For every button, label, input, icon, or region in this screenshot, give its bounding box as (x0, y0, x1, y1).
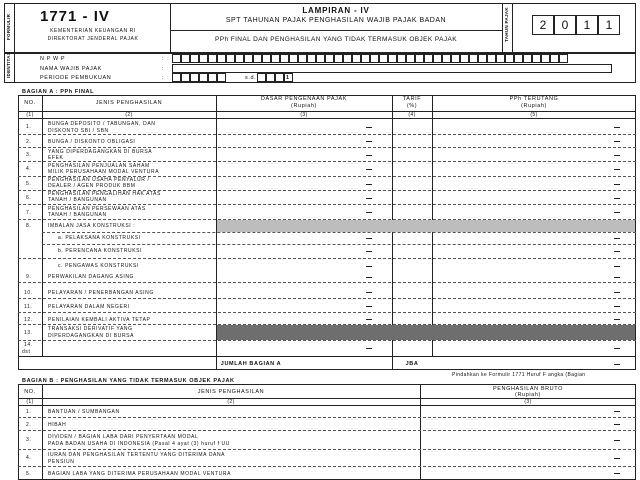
row-label: BUNGA DEPOSITO / TABUNGAN, DAN (48, 121, 156, 127)
amount-dash[interactable] (614, 319, 620, 320)
amount-dash[interactable] (366, 169, 372, 170)
row-label: BAGIAN LABA YANG DITERIMA PERUSAHAAN MODAL VENTURA (48, 471, 232, 477)
col-number: (1) (26, 112, 34, 118)
col-bruto-unit: (Rupiah) (515, 392, 541, 398)
jba-label: JBA (405, 361, 419, 367)
row-label: IURAN DAN PENGHASILAN TERTENTU YANG DITERIMA DANA (48, 452, 226, 458)
period-label: PERIODE PEMBUKUAN (40, 75, 112, 81)
row-label: c. PENGAWAS KONSTRUKSI (58, 263, 139, 269)
row-label: PENGHASILAN PERSEWAAN ATAS (48, 206, 146, 212)
col-number: (1) (26, 399, 34, 405)
amount-dash[interactable] (366, 127, 372, 128)
row-label: PENGHASILAN USAHA PENYALUR / (48, 177, 150, 183)
row-number: 6. (26, 195, 32, 201)
row-label: PENGHASILAN PENJUALAN SAHAM (48, 163, 150, 169)
side-label-tahun: TAHUN PAJAK (504, 7, 509, 42)
row-label: b. PERENCANA KONSTRUKSI (58, 248, 143, 254)
form-code: 1771 - IV (40, 8, 110, 25)
row-number: 9. (26, 274, 32, 280)
row-label: BUNGA / DISKONTO OBLIGASI (48, 139, 136, 145)
col-pph-header: PPh TERUTANG (509, 96, 559, 102)
row-label: PADA BADAN USAHA DI INDONESIA (Pasal 4 ayat (3) huruf f UU (48, 441, 230, 447)
col-tarif-unit: (%) (406, 103, 418, 109)
col-number: (3) (300, 112, 308, 118)
col-no-header: NO. (24, 100, 36, 106)
row-label: DEALER / AGEN PRODUK BBM (48, 183, 136, 189)
row-label: TRANSAKSI DERIVATIF YANG (48, 326, 133, 332)
amount-dash[interactable] (366, 319, 372, 320)
row-number: 5. (26, 471, 32, 477)
row-label: IMBALAN JASA KONSTRUKSI : (48, 223, 136, 229)
lampiran-title: LAMPIRAN - IV (302, 6, 370, 15)
name-label: NAMA WAJIB PAJAK (40, 66, 102, 72)
col-dasar-unit: (Rupiah) (291, 103, 317, 109)
amount-dash[interactable] (614, 155, 620, 156)
amount-dash[interactable] (614, 473, 620, 474)
row-number: 8. (26, 223, 32, 229)
col-number: (2) (227, 399, 235, 405)
row-number: 13. (24, 330, 33, 336)
amount-dash[interactable] (614, 411, 620, 412)
amount-dash[interactable] (614, 306, 620, 307)
npwp-label: N P W P (40, 56, 66, 62)
part-a-footnote: Pindahkan ke Formulir 1771 Huruf F angka (Bagian (452, 372, 586, 378)
total-dash[interactable] (614, 364, 620, 365)
name-separator: : (162, 66, 165, 72)
col-number: (2) (125, 112, 133, 118)
row-number: 2. (26, 139, 32, 145)
col-number: (3) (524, 399, 532, 405)
tax-year-digit[interactable]: 1 (583, 18, 591, 32)
row-label: DIVIDEN / BAGIAN LABA DARI PENYERTAAN MODAL (48, 434, 199, 440)
col-bruto-header: PENGHASILAN BRUTO (492, 386, 563, 392)
amount-dash[interactable] (614, 348, 620, 349)
row-label: DISKONTO SBI / SBN (48, 128, 109, 134)
row-number: 3. (26, 152, 32, 158)
amount-dash[interactable] (366, 348, 372, 349)
amount-dash[interactable] (366, 155, 372, 156)
row-label: MILIK PERUSAHAAN MODAL VENTURA (48, 169, 160, 175)
shaded-cell (217, 220, 635, 232)
amount-dash[interactable] (366, 141, 372, 142)
col-no-header: NO. (24, 389, 36, 395)
col-number: (4) (408, 112, 416, 118)
tax-year-boxes (532, 15, 620, 35)
amount-dash[interactable] (614, 238, 620, 239)
amount-dash[interactable] (614, 184, 620, 185)
amount-dash[interactable] (614, 424, 620, 425)
amount-dash[interactable] (366, 251, 372, 252)
period-field[interactable] (172, 73, 302, 82)
taxpayer-name-field[interactable] (172, 64, 612, 73)
amount-dash[interactable] (614, 458, 620, 459)
ministry-line-1: KEMENTERIAN KEUANGAN RI (50, 28, 136, 34)
row-label: PELAYARAN DALAM NEGERI (48, 304, 130, 310)
part-a-title: BAGIAN A : PPh FINAL (22, 89, 95, 95)
period-value: 1 (286, 75, 290, 81)
col-pph-unit: (Rupiah) (521, 103, 547, 109)
amount-dash[interactable] (614, 141, 620, 142)
amount-dash[interactable] (614, 169, 620, 170)
amount-dash[interactable] (366, 184, 372, 185)
ministry-line-2: DIREKTORAT JENDERAL PAJAK (47, 36, 139, 42)
row-number: 11. (24, 304, 33, 310)
amount-dash[interactable] (614, 440, 620, 441)
tax-year-digit[interactable]: 2 (539, 18, 547, 32)
row-number: 7. (26, 210, 32, 216)
row-label: PENSIUN (48, 459, 75, 465)
period-sd-label: s.d. (245, 75, 257, 81)
amount-dash[interactable] (366, 306, 372, 307)
amount-dash[interactable] (614, 292, 620, 293)
row-label: PENILAIAN KEMBALI AKTIVA TETAP (48, 317, 151, 323)
tax-year-digit[interactable]: 0 (561, 18, 569, 32)
col-tarif-header: TARIF (402, 96, 422, 102)
row-number: 1. (26, 124, 32, 130)
npwp-separator: : (162, 56, 165, 62)
side-label-formulir: FORMULIR (6, 13, 11, 40)
row-label: a. PELAKSANA KONSTRUKSI (58, 235, 141, 241)
amount-dash[interactable] (614, 127, 620, 128)
amount-dash[interactable] (366, 277, 372, 278)
amount-dash[interactable] (366, 292, 372, 293)
row-number: 10. (24, 290, 33, 296)
period-separator: : (162, 75, 165, 81)
shaded-cell (217, 325, 635, 340)
col-jenis-header: JENIS PENGHASILAN (197, 389, 265, 395)
row-label: TANAH / BANGUNAN (48, 212, 107, 218)
row-number: 14. (24, 342, 33, 348)
row-number: 2. (26, 422, 32, 428)
tax-year-digit[interactable]: 1 (605, 18, 613, 32)
form-subtitle: PPh FINAL DAN PENGHASILAN YANG TIDAK TERMASUK OBJEK PAJAK (215, 36, 457, 43)
row-label: HIBAH (48, 422, 67, 428)
col-jenis-header: JENIS PENGHASILAN (95, 100, 163, 106)
amount-dash[interactable] (366, 198, 372, 199)
row-label: dst (22, 349, 31, 355)
amount-dash[interactable] (366, 266, 372, 267)
col-number: (5) (530, 112, 538, 118)
row-label: YANG DIPERDAGANGKAN DI BURSA (48, 149, 153, 155)
col-dasar-header: DASAR PENGENAAN PAJAK (260, 96, 348, 102)
part-a-total-label: JUMLAH BAGIAN A (220, 361, 282, 367)
row-number: 5. (26, 181, 32, 187)
row-number: 12. (24, 317, 33, 323)
part-b-title: BAGIAN B : PENGHASILAN YANG TIDAK TERMASUK OBJEK PAJAK (22, 378, 235, 384)
amount-dash[interactable] (614, 251, 620, 252)
row-number: 4. (26, 166, 32, 172)
row-label: PENGHASILAN PENGALIHAN HAK ATAS (48, 191, 161, 197)
amount-dash[interactable] (366, 238, 372, 239)
row-label: PELAYARAN / PENERBANGAN ASING (48, 290, 154, 296)
amount-dash[interactable] (614, 266, 620, 267)
side-label-identitas: IDENTITAS (6, 51, 11, 78)
spt-title: SPT TAHUNAN PAJAK PENGHASILAN WAJIB PAJAK BADAN (225, 17, 447, 24)
npwp-field[interactable] (172, 54, 572, 63)
row-number: 3. (26, 437, 32, 443)
row-label: BANTUAN / SUMBANGAN (48, 409, 120, 415)
row-number: 4. (26, 455, 32, 461)
row-label: PERWAKILAN DAGANG ASING (48, 274, 135, 280)
row-label: DIPERDAGANGKAN DI BURSA (48, 333, 135, 339)
row-label: TANAH / BANGUNAN (48, 197, 107, 203)
amount-dash[interactable] (614, 277, 620, 278)
row-label: EFEK (48, 155, 64, 161)
amount-dash[interactable] (614, 198, 620, 199)
amount-dash[interactable] (366, 212, 372, 213)
amount-dash[interactable] (614, 212, 620, 213)
row-number: 1. (26, 409, 32, 415)
